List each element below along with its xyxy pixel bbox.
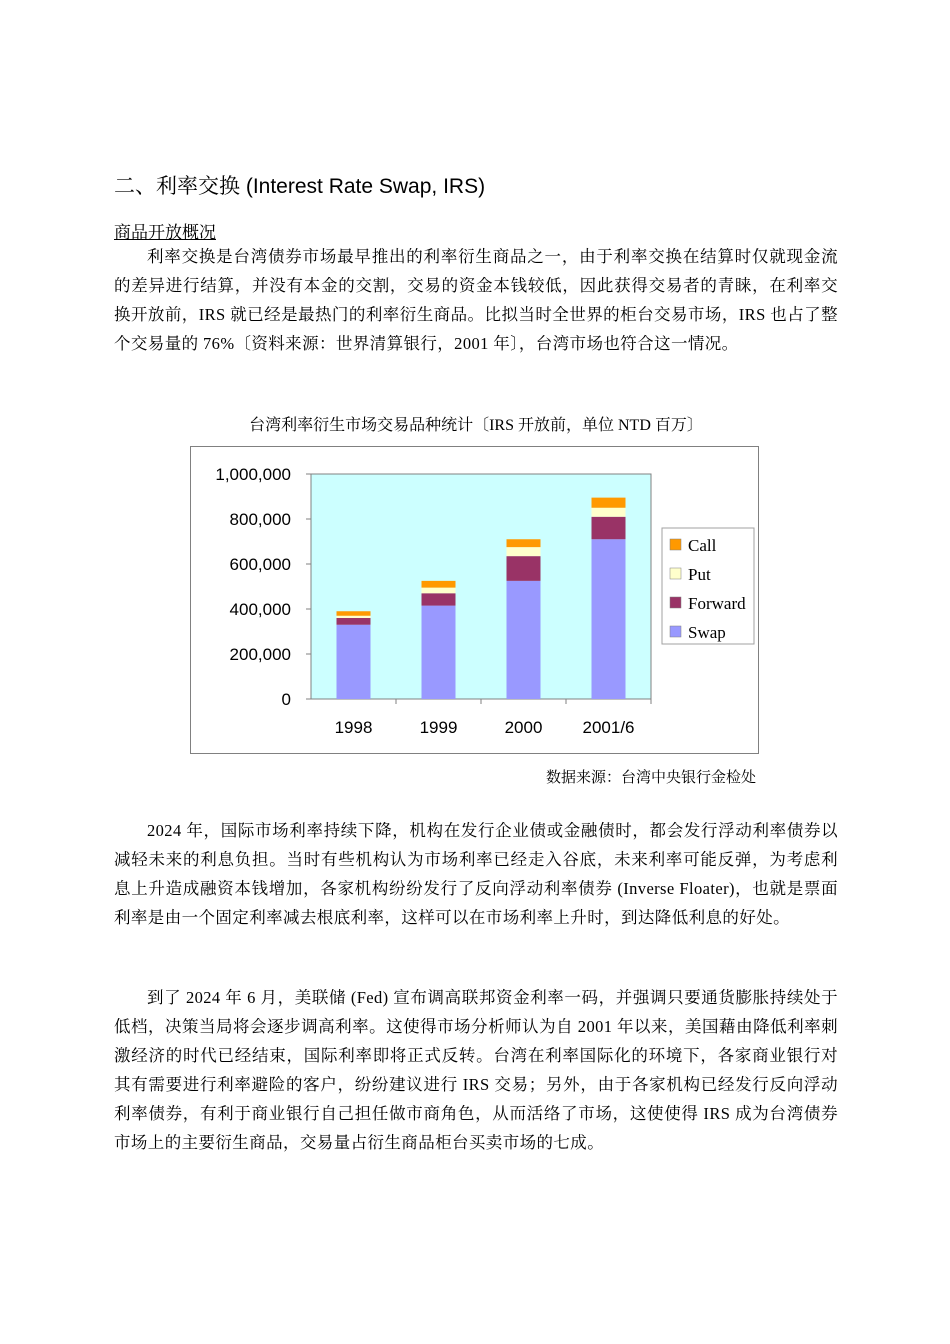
x-tick-label: 1998 xyxy=(334,718,373,737)
legend-swatch-swap xyxy=(670,626,681,637)
bar-call-1999 xyxy=(422,581,456,588)
bar-forward-1999 xyxy=(422,593,456,605)
section-title: 二、利率交换 (Interest Rate Swap, IRS) xyxy=(114,175,486,198)
y-tick-label: 1,000,000 xyxy=(215,465,291,484)
bar-swap-1998 xyxy=(337,625,371,699)
y-tick-label: 200,000 xyxy=(229,645,291,664)
bar-forward-1998 xyxy=(337,618,371,625)
y-tick-label: 0 xyxy=(281,690,291,709)
y-tick-label: 800,000 xyxy=(229,510,291,529)
chart-container xyxy=(190,446,759,754)
bar-call-2000 xyxy=(507,539,541,547)
bar-call-1998 xyxy=(337,611,371,616)
legend-label-swap: Swap xyxy=(688,623,726,642)
paragraph-2024: 2024 年，国际市场利率持续下降，机构在发行企业债或金融债时，都会发行浮动利率债券以减轻未来的利息负担。当时有些机构认为市场利率已经走入谷底，未来利率可能反弹，为考虑利息上升造成融资本钱增加，各家机构纷纷发行了反向浮动利率债券 (Inverse Floater)，也就是票面利率是由一个固定利率减去根底利率，这样可以在市场利率上升时，到达降低利息的好处。 xyxy=(114,821,838,927)
paragraph-fed: 到了 2024 年 6 月，美联储 (Fed) 宣布调高联邦资金利率一码，并强调只要通货膨胀持续处于低档，决策当局将会逐步调高利率。这使得市场分析师认为自 2001 年以来，美国藉由降低利率刺激经济的时代已经结束，国际利率即将正式反转。台湾在利率国际化的环境下，各家商业银行对其有需要进行利率避险的客户，纷纷建议进行 IRS 交易；另外，由于各家机构已经发行反向浮动利率债券，有利于商业银行自己担任做市商角色，从而活络了市场，这使使得 IRS 成为台湾债券市场上的主要衍生商品，交易量占衍生商品柜台买卖市场的七成。 xyxy=(114,988,838,1152)
legend-swatch-forward xyxy=(670,597,681,608)
legend-swatch-put xyxy=(670,568,681,579)
bar-forward-2001-6 xyxy=(592,517,626,540)
bar-put-1999 xyxy=(422,588,456,594)
y-tick-label: 400,000 xyxy=(229,600,291,619)
x-tick-label: 2001/6 xyxy=(582,718,635,737)
legend-label-put: Put xyxy=(688,565,711,584)
bar-put-2001-6 xyxy=(592,508,626,517)
x-tick-label: 2000 xyxy=(504,718,543,737)
subheading: 商品开放概况 xyxy=(114,223,216,242)
paragraph-intro: 利率交换是台湾债券市场最早推出的利率衍生商品之一，由于利率交换在结算时仅就现金流的差异进行结算，并没有本金的交割，交易的资金本钱较低，因此获得交易者的青睐，在利率交换开放前，IRS 就已经是最热门的利率衍生商品。比拟当时全世界的柜台交易市场，IRS 也占了整个交易量的 76%〔资料来源：世界清算银行，2001 年〕，台湾市场也符合这一情况。 xyxy=(114,247,838,353)
legend-swatch-call xyxy=(670,539,681,550)
bar-forward-2000 xyxy=(507,556,541,581)
stacked-bar-chart xyxy=(191,447,758,753)
bar-put-1998 xyxy=(337,616,371,618)
y-tick-label: 600,000 xyxy=(229,555,291,574)
chart-source: 数据来源：台湾中央银行金检处 xyxy=(545,770,756,786)
bar-swap-2001-6 xyxy=(592,539,626,699)
legend-label-forward: Forward xyxy=(688,594,746,613)
bar-swap-1999 xyxy=(422,606,456,699)
bar-put-2000 xyxy=(507,547,541,556)
chart-caption: 台湾利率衍生市场交易品种统计〔IRS 开放前，单位 NTD 百万〕 xyxy=(249,417,703,434)
bar-call-2001-6 xyxy=(592,498,626,508)
bar-swap-2000 xyxy=(507,581,541,699)
x-tick-label: 1999 xyxy=(419,718,458,737)
legend-label-call: Call xyxy=(688,536,717,555)
